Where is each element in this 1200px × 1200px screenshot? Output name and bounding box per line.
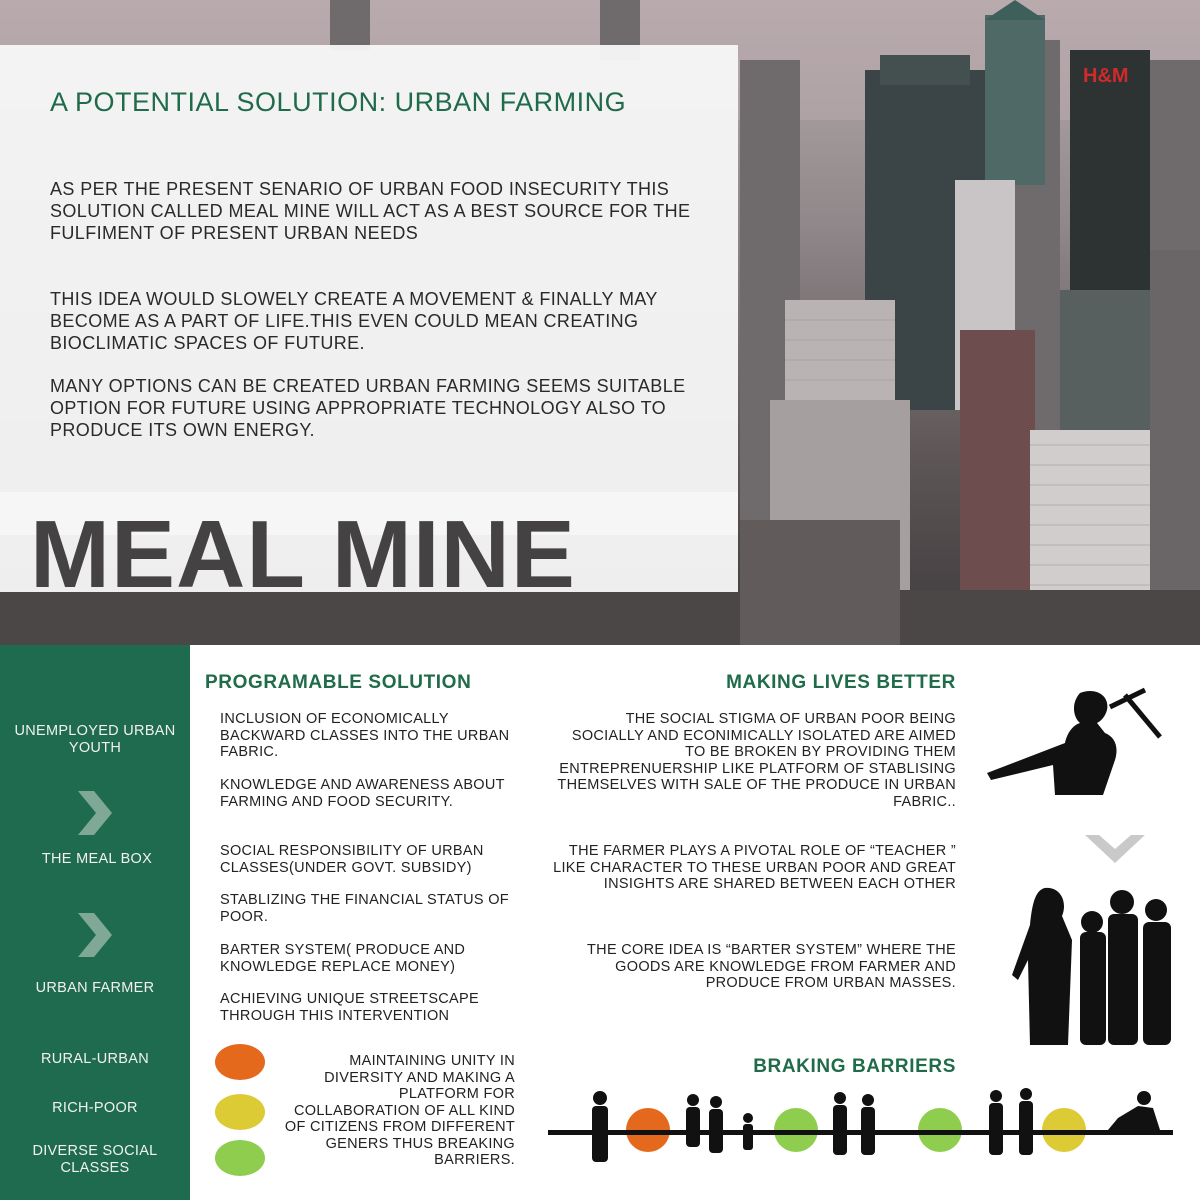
flow-item-urban-youth: UNEMPLOYED URBAN YOUTH (14, 723, 176, 756)
programable-heading: PROGRAMABLE SOLUTION (205, 672, 472, 693)
lives-heading: MAKING LIVES BETTER (726, 672, 956, 693)
unity-note: MAINTAINING UNITY IN DIVERSITY AND MAKING A PLATFORM FOR COLLABORATION OF ALL KIND OF CITIZENS FROM DIFFERENT GENERS THUS BREAKING BARRIERS. (284, 1053, 515, 1168)
programable-item-3: SOCIAL RESPONSIBILITY OF URBAN CLASSES(UNDER GOVT. SUBSIDY) (220, 843, 484, 876)
hm-sign-text: H&M (1083, 65, 1129, 87)
farmer-silhouette-icon (985, 685, 1170, 795)
yellow-dot (215, 1094, 265, 1130)
flow-item-urban-farmer: URBAN FARMER (35, 980, 155, 996)
flow-item-meal-box: THE MEAL BOX (41, 851, 153, 867)
programable-item-1: INCLUSION OF ECONOMICALLY BACKWARD CLASSES INTO THE URBAN FABRIC. (220, 711, 510, 760)
chevron-right-icon (72, 791, 116, 835)
group-silhouette-icon (1010, 880, 1175, 1045)
lives-paragraph-2: THE FARMER PLAYS A PIVOTAL ROLE OF “TEACHER ” LIKE CHARACTER TO THESE URBAN POOR AND GREAT INSIGHTS ARE SHARED BETWEEN EACH OTHER (553, 843, 956, 892)
lives-paragraph-3: THE CORE IDEA IS “BARTER SYSTEM” WHERE THE GOODS ARE KNOWLEDGE FROM FARMER AND PRODUCE FROM URBAN MASSES. (587, 942, 956, 991)
programable-item-6: ACHIEVING UNIQUE STREETSCAPE THROUGH THIS INTERVENTION (220, 991, 479, 1024)
barrier-rich-poor: RICH-POOR (52, 1100, 138, 1116)
programable-item-4: STABLIZING THE FINANCIAL STATUS OF POOR. (220, 892, 509, 925)
green-dot (215, 1140, 265, 1176)
intro-paragraph-1: AS PER THE PRESENT SENARIO OF URBAN FOOD INSECURITY THIS SOLUTION CALLED MEAL MINE WILL ACT AS A BEST SOURCE FOR THE FULFIMENT OF PRESENT URBAN NEEDS (50, 179, 691, 243)
barrier-social-classes: DIVERSE SOCIAL CLASSES (32, 1143, 158, 1176)
programable-item-5: BARTER SYSTEM( PRODUCE AND KNOWLEDGE REPLACE MONEY) (220, 942, 466, 975)
programable-item-2: KNOWLEDGE AND AWARENESS ABOUT FARMING AND FOOD SECURITY. (220, 777, 505, 810)
meal-mine-title: MEAL MINE (30, 510, 576, 600)
intro-paragraph-3: MANY OPTIONS CAN BE CREATED URBAN FARMING SEEMS SUITABLE OPTION FOR FUTURE USING APPROPRIATE TECHNOLOGY ALSO TO PRODUCE ITS OWN ENERGY. (50, 376, 686, 440)
intro-paragraph-2: THIS IDEA WOULD SLOWELY CREATE A MOVEMENT & FINALLY MAY BECOME AS A PART OF LIFE.THIS EVEN COULD MEAN CREATING BIOCLIMATIC SPACES OF FUTURE. (50, 289, 658, 353)
barrier-rural-urban: RURAL-URBAN (40, 1051, 150, 1067)
breaking-barriers-heading: BRAKING BARRIERS (753, 1056, 956, 1077)
chevron-right-icon (72, 913, 116, 957)
lives-paragraph-1: THE SOCIAL STIGMA OF URBAN POOR BEING SOCIALLY AND ECONIMICALLY ISOLATED ARE AIMED TO BE BROKEN BY PROVIDING THEM ENTREPRENUERSHIP LIKE PLATFORM OF STABLISING THEMSELVES WITH SALE OF THE PRODUCE IN URBAN FABRIC.. (557, 711, 956, 810)
chevron-down-icon (1085, 835, 1145, 863)
intro-title: A POTENTIAL SOLUTION: URBAN FARMING (50, 87, 627, 117)
intro-panel (0, 45, 738, 535)
flow-column (0, 645, 190, 1200)
barrier-strip-illustration (548, 1078, 1188, 1183)
orange-dot (215, 1044, 265, 1080)
